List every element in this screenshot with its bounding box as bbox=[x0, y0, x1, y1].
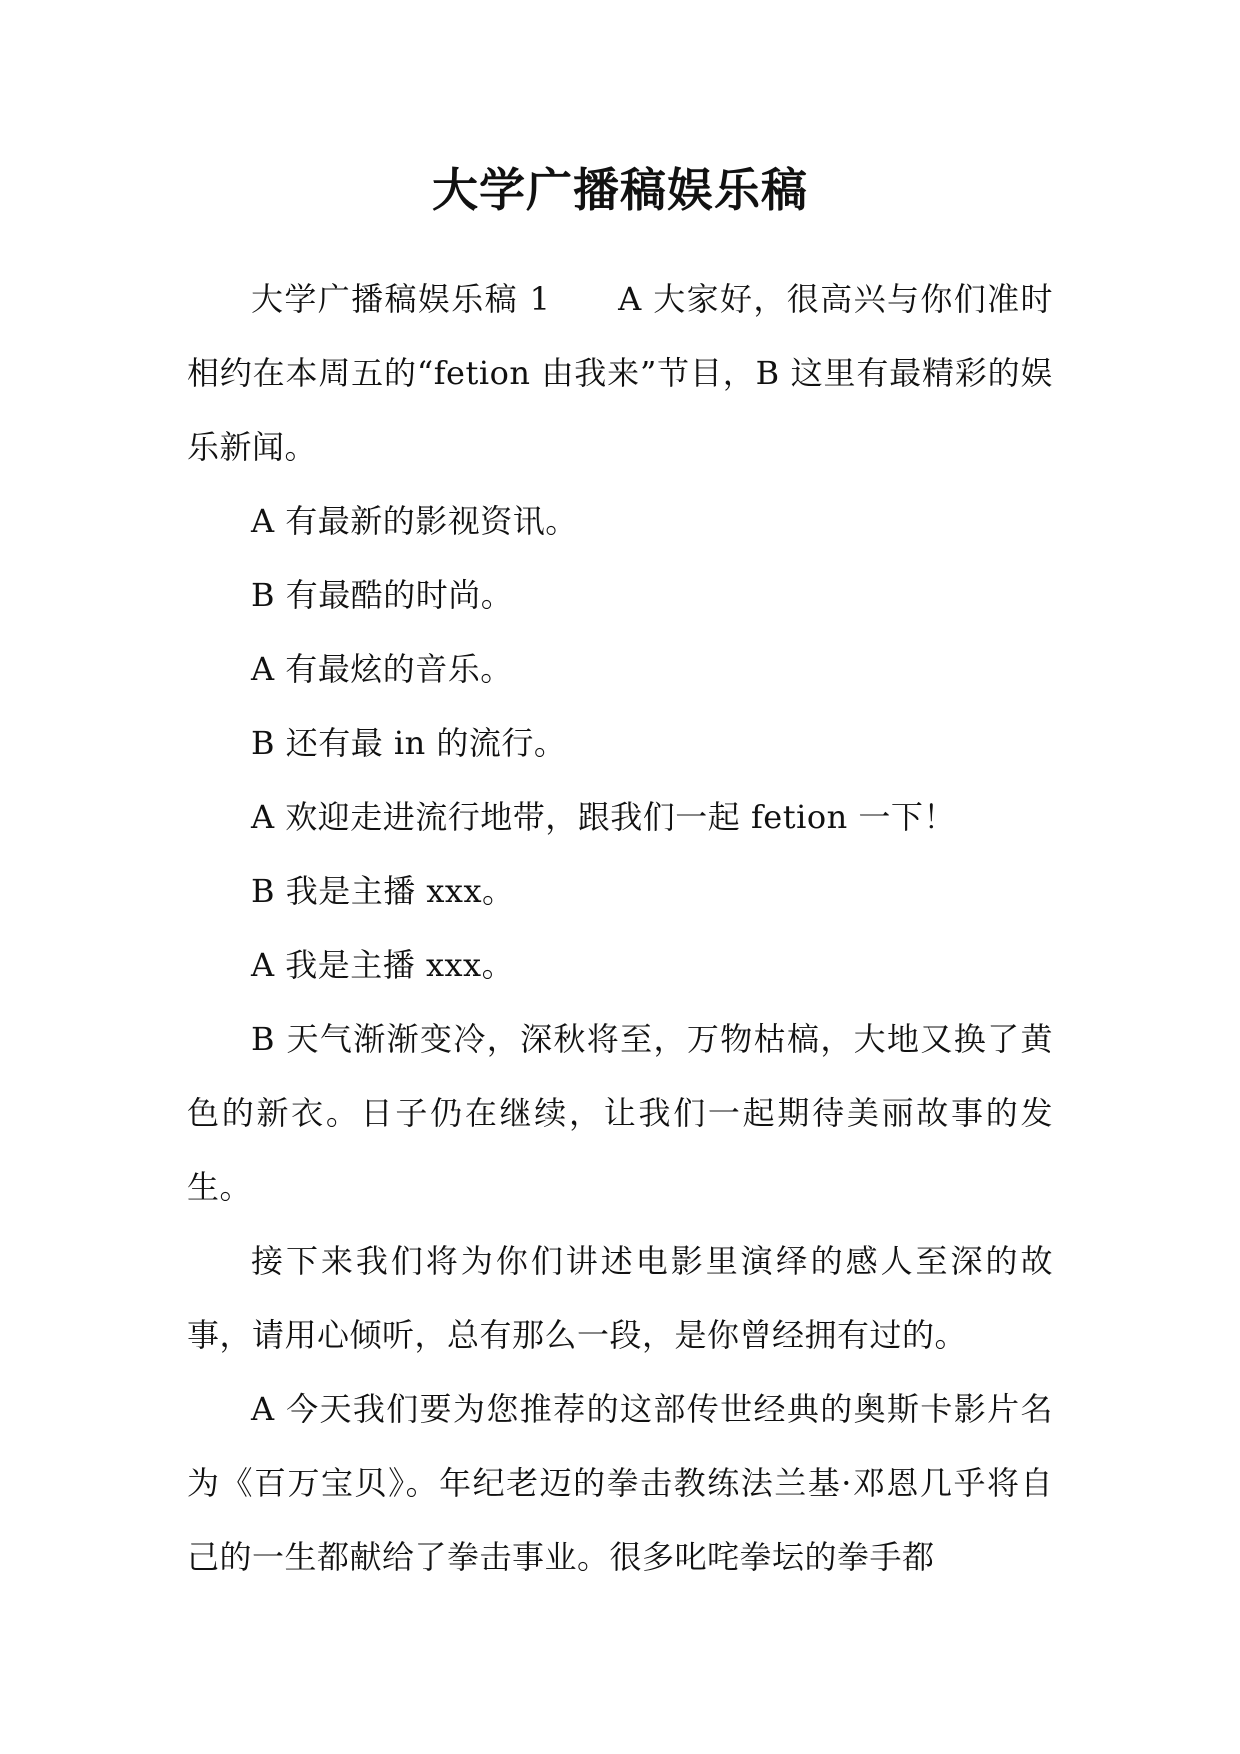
paragraph: A 欢迎走进流行地带，跟我们一起 fetion 一下！ bbox=[251, 798, 956, 836]
paragraph: B 天气渐渐变冷，深秋将至，万物枯槁，大地又换了黄色的新衣。日子仍在继续，让我们一起期待美丽故事的发生。 bbox=[187, 1020, 1053, 1206]
document-body bbox=[187, 262, 1053, 1594]
paragraph: 大学广播稿娱乐稿 1 A 大家好，很高兴与你们准时相约在本周五的“fetion 由我来”节目，B 这里有最精彩的娱乐新闻。 bbox=[187, 280, 1053, 466]
paragraph: B 我是主播 xxx。 bbox=[251, 872, 515, 910]
paragraph: A 今天我们要为您推荐的这部传世经典的奥斯卡影片名为《百万宝贝》。年纪老迈的拳击教练法兰基·邓恩几乎将自己的一生都献给了拳击事业。很多叱咤拳坛的拳手都 bbox=[187, 1390, 1053, 1576]
paragraph: A 我是主播 xxx。 bbox=[251, 946, 515, 984]
paragraph: A 有最新的影视资讯。 bbox=[251, 502, 578, 540]
paragraph: A 有最炫的音乐。 bbox=[251, 650, 513, 688]
paragraph: 接下来我们将为你们讲述电影里演绎的感人至深的故事，请用心倾听，总有那么一段，是你曾经拥有过的。 bbox=[187, 1242, 1053, 1354]
paragraph: B 有最酷的时尚。 bbox=[251, 576, 514, 614]
document-title: 大学广播稿娱乐稿 bbox=[432, 163, 808, 217]
paragraph: B 还有最 in 的流行。 bbox=[251, 724, 567, 762]
